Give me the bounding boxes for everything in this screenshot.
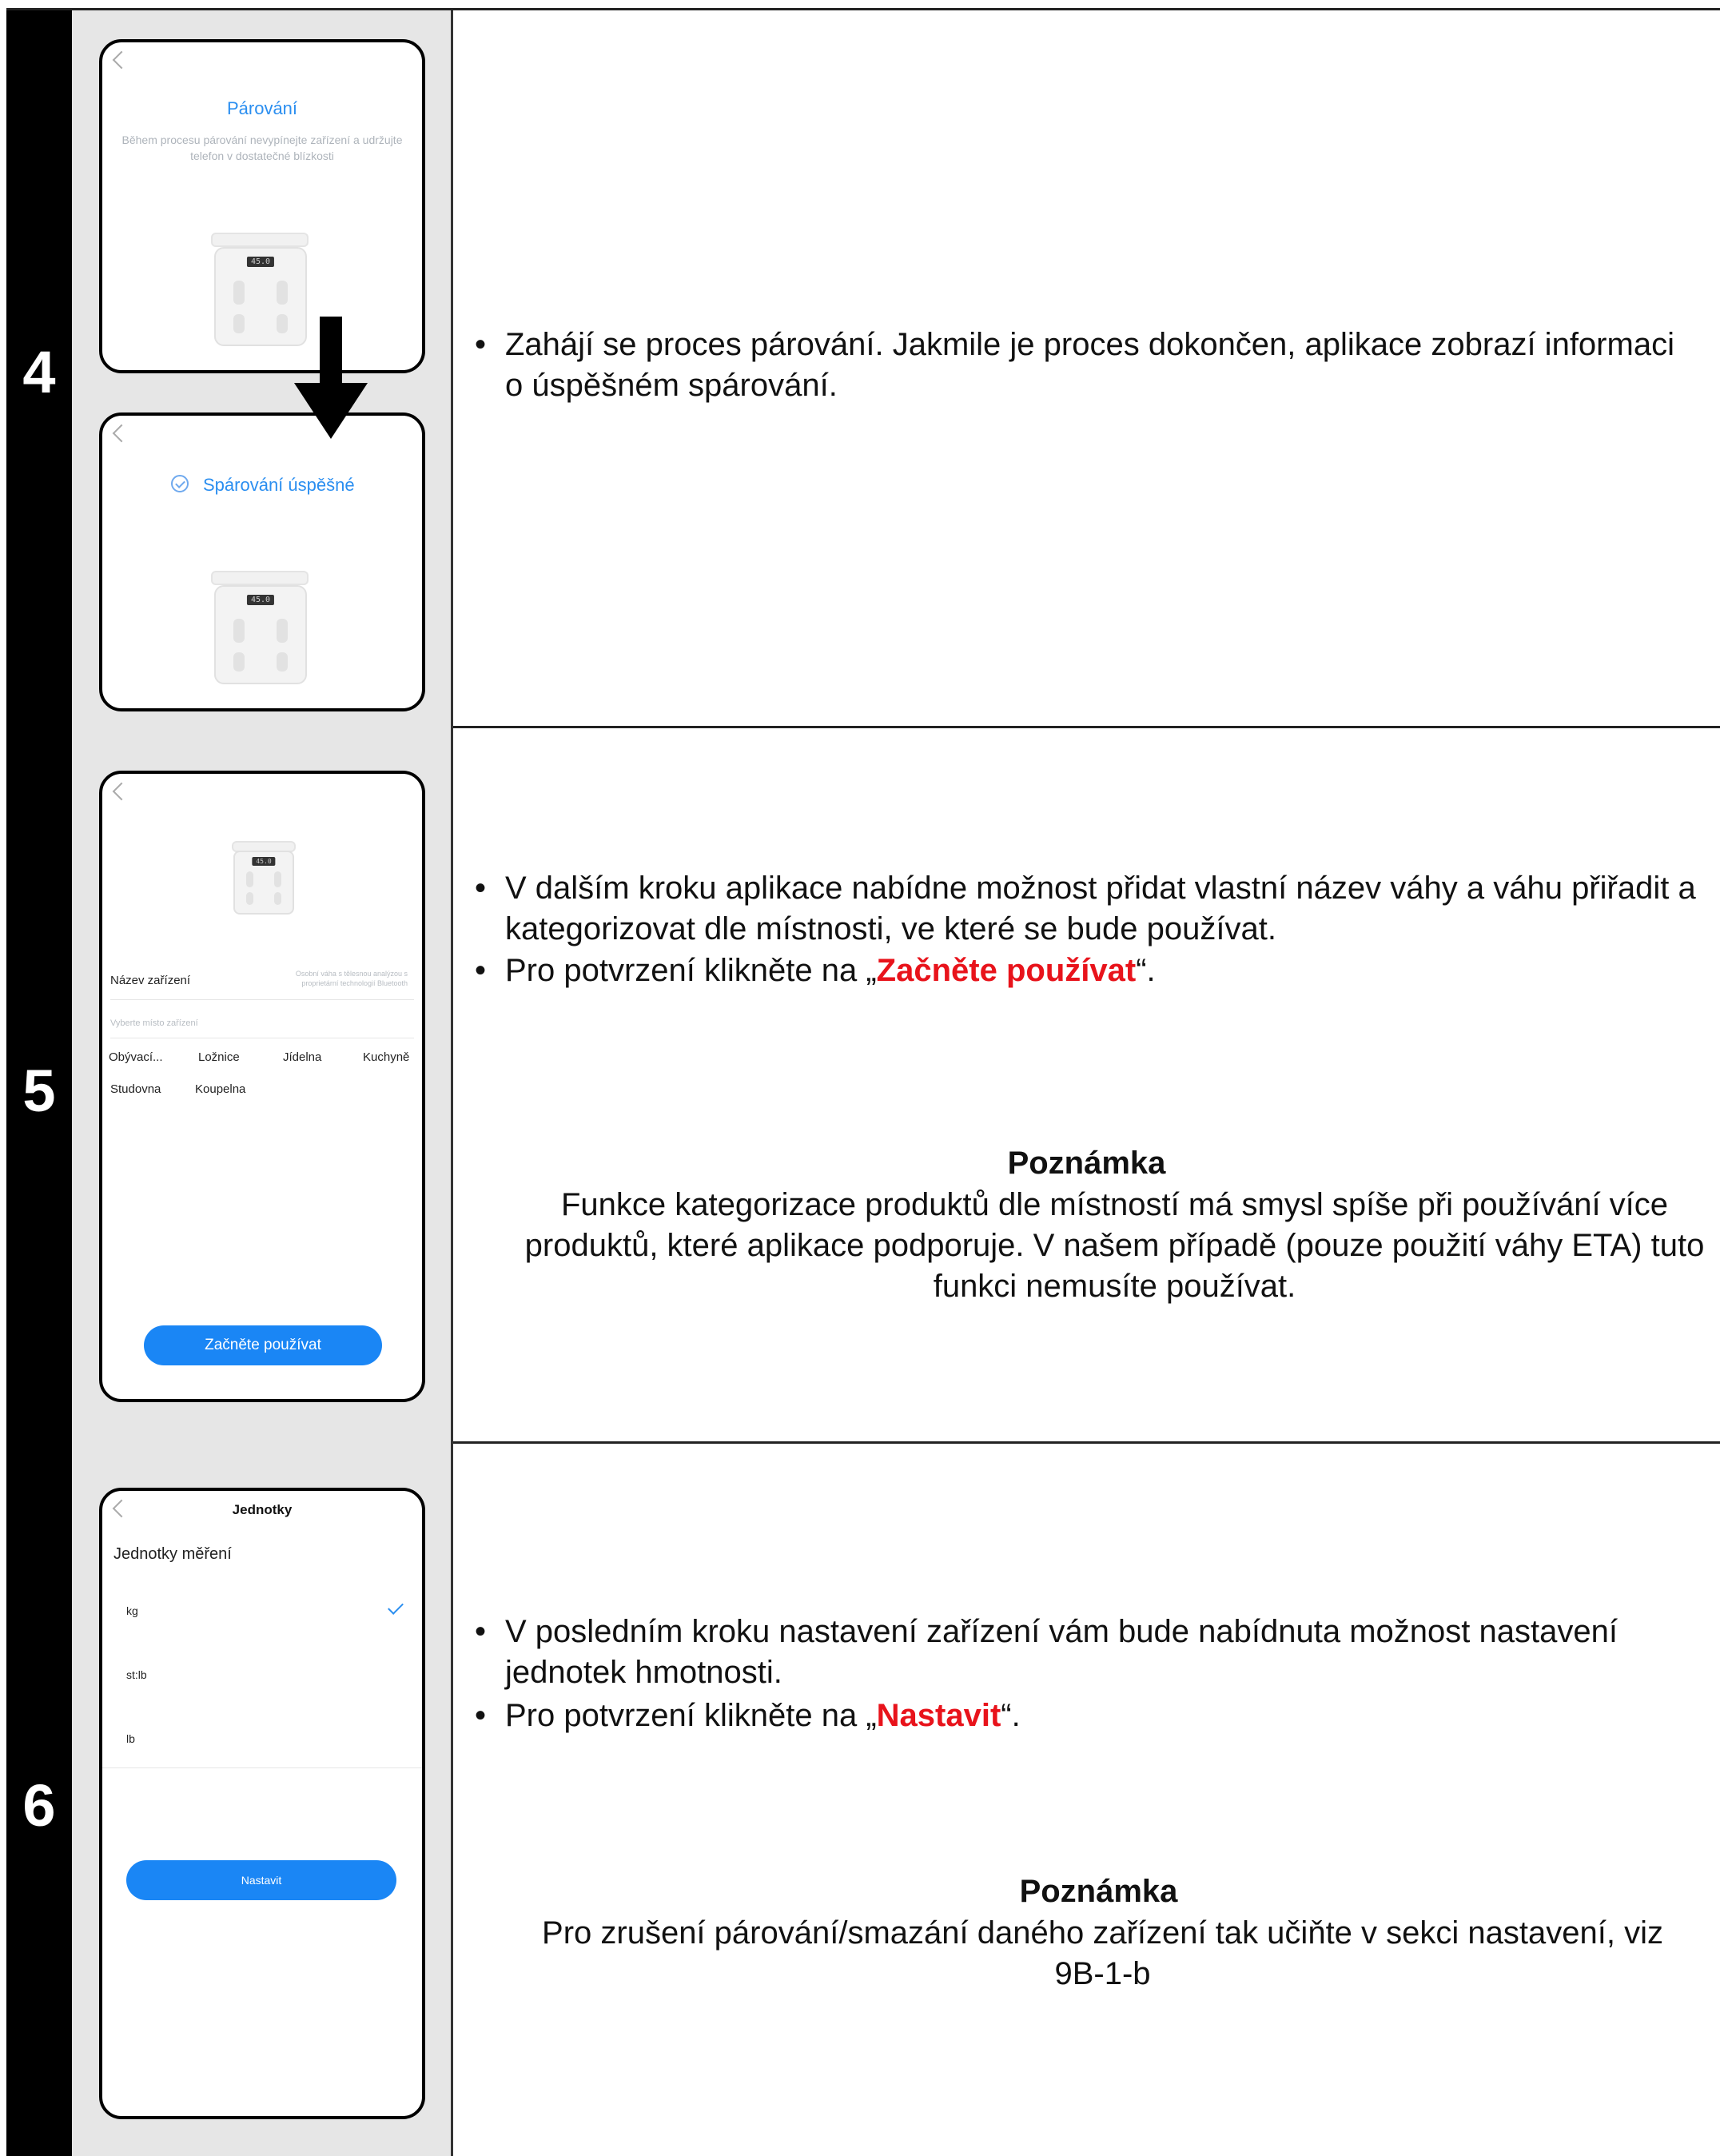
divider — [110, 999, 414, 1000]
scale-side-icon — [211, 571, 309, 585]
units-section-label: Jednotky měření — [113, 1545, 232, 1563]
bullet-dot-icon: • — [475, 327, 487, 362]
note-title: Poznámka — [1019, 1874, 1178, 1909]
check-circle-icon — [171, 475, 189, 492]
room-option-bedroom[interactable]: Ložnice — [198, 1050, 240, 1064]
scale-pad-icon — [233, 619, 245, 643]
bullet-item-confirm — [475, 1696, 1696, 1736]
pairing-success-screen — [99, 412, 425, 711]
confirm-text — [505, 1696, 1696, 1736]
step-4-row — [72, 10, 1720, 728]
bullet-dot-icon: • — [475, 871, 487, 906]
step-5-screenshot — [72, 726, 453, 1441]
pairing-title: Párování — [226, 98, 298, 118]
room-placeholder: Vyberte místo zařízení — [110, 1018, 198, 1028]
scale-image — [214, 585, 307, 684]
start-using-button[interactable]: Začněte používat — [144, 1325, 382, 1365]
checkmark-icon — [388, 1599, 404, 1615]
device-setup-screen — [99, 771, 425, 1402]
room-option-dining-room[interactable]: Jídelna — [283, 1050, 322, 1064]
step-6-text — [453, 1441, 1720, 2156]
step-number-column — [6, 10, 72, 2156]
bullet-dot-icon: • — [475, 953, 487, 988]
step-5-row — [72, 726, 1720, 1444]
instruction-table — [6, 8, 1720, 2156]
bullet-dot-icon: • — [475, 1614, 487, 1649]
bullet-item — [475, 868, 1696, 950]
scale-pad-icon — [277, 281, 288, 305]
units-screen-title: Jednotky — [232, 1502, 293, 1517]
pairing-screen — [99, 39, 425, 373]
device-name-value[interactable]: Osobní váha s tělesnou analýzou s proprietární technologií Bluetooth — [295, 970, 408, 987]
set-units-button[interactable]: Nastavit — [126, 1860, 396, 1900]
confirm-highlight: Nastavit — [876, 1698, 1001, 1733]
note-body: Funkce kategorizace produktů dle místností má smysl spíše při používání více produktů, které aplikace podporuje. V našem případě (pouze použití váhy ETA) tuto funkci nemusíte používat. — [524, 1187, 1705, 1304]
down-arrow-icon — [320, 317, 342, 387]
down-arrow-head-icon — [294, 383, 368, 439]
step-4-text — [453, 10, 1720, 726]
step-5-text — [453, 726, 1720, 1441]
scale-display: 45.0 — [252, 857, 275, 866]
back-chevron-icon[interactable] — [113, 424, 131, 443]
note-body: Pro zrušení párování/smazání daného zařízení tak učiňte v sekci nastavení, viz 9B-1-b — [542, 1915, 1663, 1991]
pairing-success-title: Spárování úspěšné — [203, 475, 355, 495]
unit-option-stlb[interactable]: st:lb — [126, 1668, 147, 1681]
confirm-highlight: Začněte používat — [876, 953, 1137, 988]
units-screen — [99, 1488, 425, 2119]
step-number-6: 6 — [22, 1772, 56, 1839]
scale-image — [214, 247, 307, 346]
scale-pad-icon — [233, 652, 245, 672]
step-6-screenshot — [72, 1441, 453, 2156]
room-option-kitchen[interactable]: Kuchyně — [363, 1050, 410, 1064]
bullet-item-confirm — [475, 950, 1696, 991]
step-number-4: 4 — [22, 339, 56, 405]
scale-pad-icon — [246, 871, 253, 887]
bullet-dot-icon: • — [475, 1698, 487, 1733]
room-option-study[interactable]: Studovna — [110, 1082, 161, 1096]
step-6-row — [72, 1441, 1720, 2156]
room-option-bathroom[interactable]: Koupelna — [195, 1082, 246, 1096]
bullet-item — [475, 325, 1696, 406]
scale-pad-icon — [233, 314, 245, 333]
back-chevron-icon[interactable] — [113, 51, 131, 70]
scale-pad-icon — [233, 281, 245, 305]
confirm-suffix: “. — [1001, 1698, 1021, 1733]
scale-pad-icon — [274, 871, 281, 887]
unit-option-kg[interactable]: kg — [126, 1604, 138, 1617]
divider — [102, 1767, 422, 1768]
confirm-text — [505, 950, 1696, 991]
bullet-text: Zahájí se proces párování. Jakmile je proces dokončen, aplikace zobrazí informaci o úspěšném spárování. — [505, 327, 1674, 403]
bullet-text: V dalším kroku aplikace nabídne možnost přidat vlastní název váhy a váhu přiřadit a kategorizovat dle místnosti, ve které se bude používat. — [505, 871, 1696, 946]
back-chevron-icon[interactable] — [113, 783, 131, 801]
scale-display: 45.0 — [247, 595, 274, 605]
room-option-living-room[interactable]: Obývací... — [109, 1050, 163, 1064]
device-name-label: Název zařízení — [110, 974, 191, 987]
step-number-5: 5 — [22, 1058, 56, 1124]
confirm-prefix: Pro potvrzení klikněte na „ — [505, 1698, 877, 1733]
step-4-screenshots — [72, 10, 453, 726]
bullet-text: V posledním kroku nastavení zařízení vám bude nabídnuta možnost nastavení jednotek hmotnosti. — [505, 1614, 1618, 1690]
unit-option-lb[interactable]: lb — [126, 1732, 135, 1745]
scale-pad-icon — [246, 892, 253, 905]
confirm-suffix: “. — [1136, 953, 1156, 988]
note-title: Poznámka — [1007, 1146, 1166, 1181]
scale-pad-icon — [274, 892, 281, 905]
confirm-prefix: Pro potvrzení klikněte na „ — [505, 953, 877, 988]
scale-pad-icon — [277, 314, 288, 333]
scale-image — [233, 851, 294, 915]
scale-display: 45.0 — [247, 257, 274, 267]
scale-pad-icon — [277, 619, 288, 643]
scale-side-icon — [211, 233, 309, 247]
scale-pad-icon — [277, 652, 288, 672]
pairing-subtitle: Během procesu párování nevypínejte zařízení a udržujte telefon v dostatečné blízkosti — [121, 134, 403, 162]
bullet-item — [475, 1612, 1696, 1693]
